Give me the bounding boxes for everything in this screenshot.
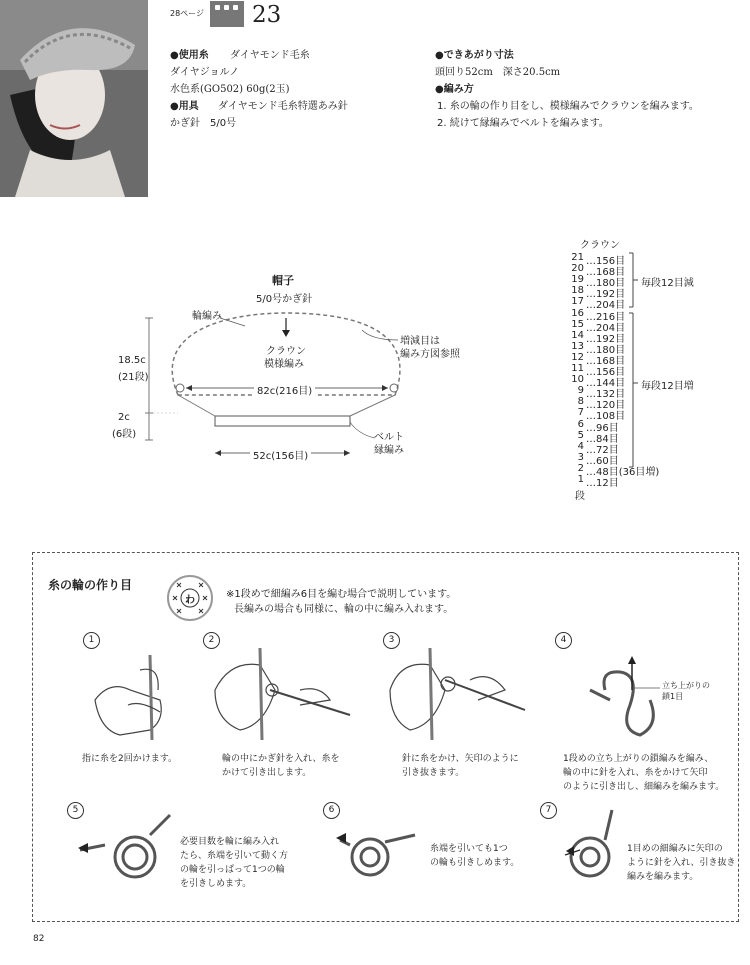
stitch-row-count: …144目 xyxy=(586,378,626,390)
stitch-count-value: 180目 xyxy=(596,344,626,356)
crown-stitch: 模様編み xyxy=(264,359,304,370)
method-heading: ●編み方 xyxy=(435,84,474,95)
stitch-row-count: …192目 xyxy=(586,333,626,345)
step-caption-3 xyxy=(402,752,519,780)
height-dimension: 18.5c xyxy=(118,355,146,366)
step-caption-7 xyxy=(627,842,736,884)
stitch-count-value: 108目 xyxy=(596,411,626,423)
stitch-row-count: …84目 xyxy=(586,433,619,445)
row-unit: 段 xyxy=(575,491,585,502)
hat-title: 帽子 xyxy=(272,274,294,287)
step-caption-line: の輪も引きしめます。 xyxy=(430,858,520,868)
stitch-row-count: …108目 xyxy=(586,411,626,423)
stitch-count-value: 180目 xyxy=(596,278,626,290)
ring-note-1: ※1段めで細編み6目を編む場合で説明しています。 xyxy=(226,589,457,600)
stitch-row-number: 8 xyxy=(577,396,584,408)
size-value: 頭回り52cm 深さ20.5cm xyxy=(435,67,561,78)
step-caption-line: 針に糸をかけ、矢印のように xyxy=(402,754,519,764)
step-4-callout xyxy=(662,680,710,702)
stitch-count-value: 156目 xyxy=(596,367,626,378)
ring-symbol: わ xyxy=(185,595,195,606)
step-number-5: 5 xyxy=(67,802,84,819)
stitch-row-count: …48目(36目増) xyxy=(586,466,660,478)
stitch-row-count: …180目 xyxy=(586,344,626,356)
step-caption-5 xyxy=(180,835,288,891)
step-caption-line: 輪の中にかぎ針を入れ、糸を xyxy=(222,754,340,764)
stitch-count-value: 192目 xyxy=(596,289,626,301)
stitch-count-value: 168目 xyxy=(596,355,626,367)
ring-note-2: 長編みの場合も同様に、輪の中に編み入れます。 xyxy=(234,604,454,615)
stitch-row-count: …204目 xyxy=(586,322,626,334)
stitch-count-value: 204目 xyxy=(596,300,626,312)
step-caption-line: 1目めの細編みに矢印の xyxy=(627,844,723,854)
step-caption-line: の輪を引っぱって1つの輪 xyxy=(180,865,285,875)
step-caption-line: 糸端を引いても1つ xyxy=(430,844,508,854)
step-number-1: 1 xyxy=(83,632,100,649)
stitch-row-number: 1 xyxy=(577,474,584,485)
belt-label: ベルト xyxy=(374,432,404,443)
stitch-row-number: 15 xyxy=(571,318,584,330)
callout-line: 立ち上がりの xyxy=(662,681,710,690)
ring-instructions-title: 糸の輪の作り目 xyxy=(48,578,133,592)
increase-note: 毎段12目増 xyxy=(641,381,694,392)
stitch-count-value: 216目 xyxy=(596,311,626,323)
stitch-row-count: …216目 xyxy=(586,311,626,323)
stitch-row-count: …72目 xyxy=(586,444,619,456)
step-caption-line: 必要目数を輪に編み入れ xyxy=(180,837,280,847)
stitch-row-count: …12目 xyxy=(586,478,619,489)
step-caption-line: 1段めの立ち上がりの鎖編みを編み、 xyxy=(563,754,714,764)
stitch-table-title: クラウン xyxy=(580,240,620,251)
step-caption-4 xyxy=(563,752,724,794)
step-number-7: 7 xyxy=(540,802,557,819)
step-caption-line: 輪の中に針を入れ、糸をかけて矢印 xyxy=(563,768,708,778)
stitch-row-number: 17 xyxy=(571,296,584,308)
increase-label: 増減目は xyxy=(400,336,440,347)
stitch-row-number: 9 xyxy=(577,385,584,397)
stitch-row-number: 7 xyxy=(577,407,584,419)
page-number: 82 xyxy=(33,934,45,944)
yarn-color: 水色系(GO502) 60g(2玉) xyxy=(170,84,290,95)
ring-label: 輪編み xyxy=(192,311,222,322)
step-caption-line: ように針を入れ、引き抜き xyxy=(627,858,736,868)
band-height: 2c xyxy=(118,412,130,423)
stitch-row-number: 10 xyxy=(571,374,584,386)
stitch-row-number: 13 xyxy=(571,340,584,352)
step-caption-line: 指に糸を2回かけます。 xyxy=(82,754,178,764)
step-number-6: 6 xyxy=(323,802,340,819)
step-caption-line: のように引き出し、細編みを編みます。 xyxy=(563,782,725,792)
stitch-count-value: 72目 xyxy=(596,444,619,456)
stitch-count-value: 192目 xyxy=(596,333,626,345)
stitch-row-count: …168目 xyxy=(586,355,626,367)
stitch-row-count: …156目 xyxy=(586,256,626,267)
step-number-2: 2 xyxy=(203,632,220,649)
stitch-count-value: 156目 xyxy=(596,256,626,267)
hat-needle: 5/0号かぎ針 xyxy=(256,294,313,305)
step-caption-2 xyxy=(222,752,340,780)
method-step-2: 2. 続けて縁編みでベルトを編みます。 xyxy=(437,118,609,129)
band-width: 52c(156目) xyxy=(250,447,311,462)
stitch-row-number: 19 xyxy=(571,274,584,286)
step-caption-line: かけて引き出します。 xyxy=(222,768,312,778)
stitch-row-number: 2 xyxy=(577,462,584,474)
stitch-row-count: …120目 xyxy=(586,400,626,412)
stitch-row-count: …192目 xyxy=(586,289,626,301)
decrease-note: 毎段12目減 xyxy=(641,278,694,289)
stitch-row-count: …96目 xyxy=(586,422,619,434)
step-number-4: 4 xyxy=(555,632,572,649)
step-caption-line: たら、糸端を引いて動く方 xyxy=(180,851,289,861)
increase-label-2: 編み方図参照 xyxy=(400,349,460,360)
stitch-row-number: 20 xyxy=(571,263,584,275)
stitch-count-value: 144目 xyxy=(596,378,626,390)
tools-heading: ●用具 xyxy=(170,101,199,112)
stitch-row-number: 14 xyxy=(571,329,584,341)
stitch-row-number: 3 xyxy=(577,451,584,463)
stitch-count-value: 96目 xyxy=(596,422,619,434)
yarn-heading: ●使用糸 xyxy=(170,50,209,61)
belt-stitch: 縁編み xyxy=(374,445,404,456)
stitch-row-count: …168目 xyxy=(586,267,626,279)
yarn-name: ダイヤジョルノ xyxy=(170,67,240,78)
height-rows: (21段) xyxy=(118,372,149,383)
stitch-row-number: 21 xyxy=(571,252,584,263)
tools-needle-set: ダイヤモンド毛糸特選あみ針 xyxy=(218,101,348,112)
stitch-count-value: 60目 xyxy=(596,455,619,467)
stitch-count-value: 204目 xyxy=(596,322,626,334)
stitch-row-number: 6 xyxy=(577,418,584,430)
stitch-row-number: 18 xyxy=(571,285,584,297)
stitch-count-value: 84目 xyxy=(596,433,619,445)
step-caption-1 xyxy=(82,752,177,766)
crown-label: クラウン xyxy=(266,346,306,357)
stitch-row-number: 4 xyxy=(577,440,584,452)
width-dimension: 82c(216目) xyxy=(254,382,315,397)
stitch-count-value: 132目 xyxy=(596,389,626,401)
yarn-brand: ダイヤモンド毛糸 xyxy=(230,50,310,61)
stitch-row-count: …180目 xyxy=(586,278,626,290)
step-caption-6 xyxy=(430,842,519,870)
stitch-row-number: 11 xyxy=(571,363,584,374)
page-reference: 28ページ xyxy=(170,9,205,18)
band-rows: (6段) xyxy=(112,429,137,440)
stitch-row-number: 5 xyxy=(577,429,584,441)
stitch-row-number: 16 xyxy=(571,307,584,319)
method-step-1: 1. 糸の輪の作り目をし、模様編みでクラウンを編みます。 xyxy=(437,101,699,112)
stitch-count-value: 12目 xyxy=(596,478,619,489)
stitch-row-count: …132目 xyxy=(586,389,626,401)
stitch-row-count: …204目 xyxy=(586,300,626,312)
stitch-count-value: 168目 xyxy=(596,267,626,279)
step-caption-line: 編みを編みます。 xyxy=(627,872,699,882)
stitch-count-value: 48目(36目増) xyxy=(596,466,660,478)
size-heading: ●できあがり寸法 xyxy=(435,50,514,61)
stitch-count-value: 120目 xyxy=(596,400,626,412)
tools-hook: かぎ針 5/0号 xyxy=(170,118,237,129)
step-caption-line: を引きしめます。 xyxy=(180,879,252,889)
step-caption-line: 引き抜きます。 xyxy=(402,768,465,778)
callout-line: 鎖1目 xyxy=(662,692,684,701)
stitch-row-count: …60目 xyxy=(586,455,619,467)
step-number-3: 3 xyxy=(383,632,400,649)
pattern-number: 23 xyxy=(252,2,282,28)
stitch-row-count: …156目 xyxy=(586,367,626,378)
stitch-row-number: 12 xyxy=(571,351,584,363)
